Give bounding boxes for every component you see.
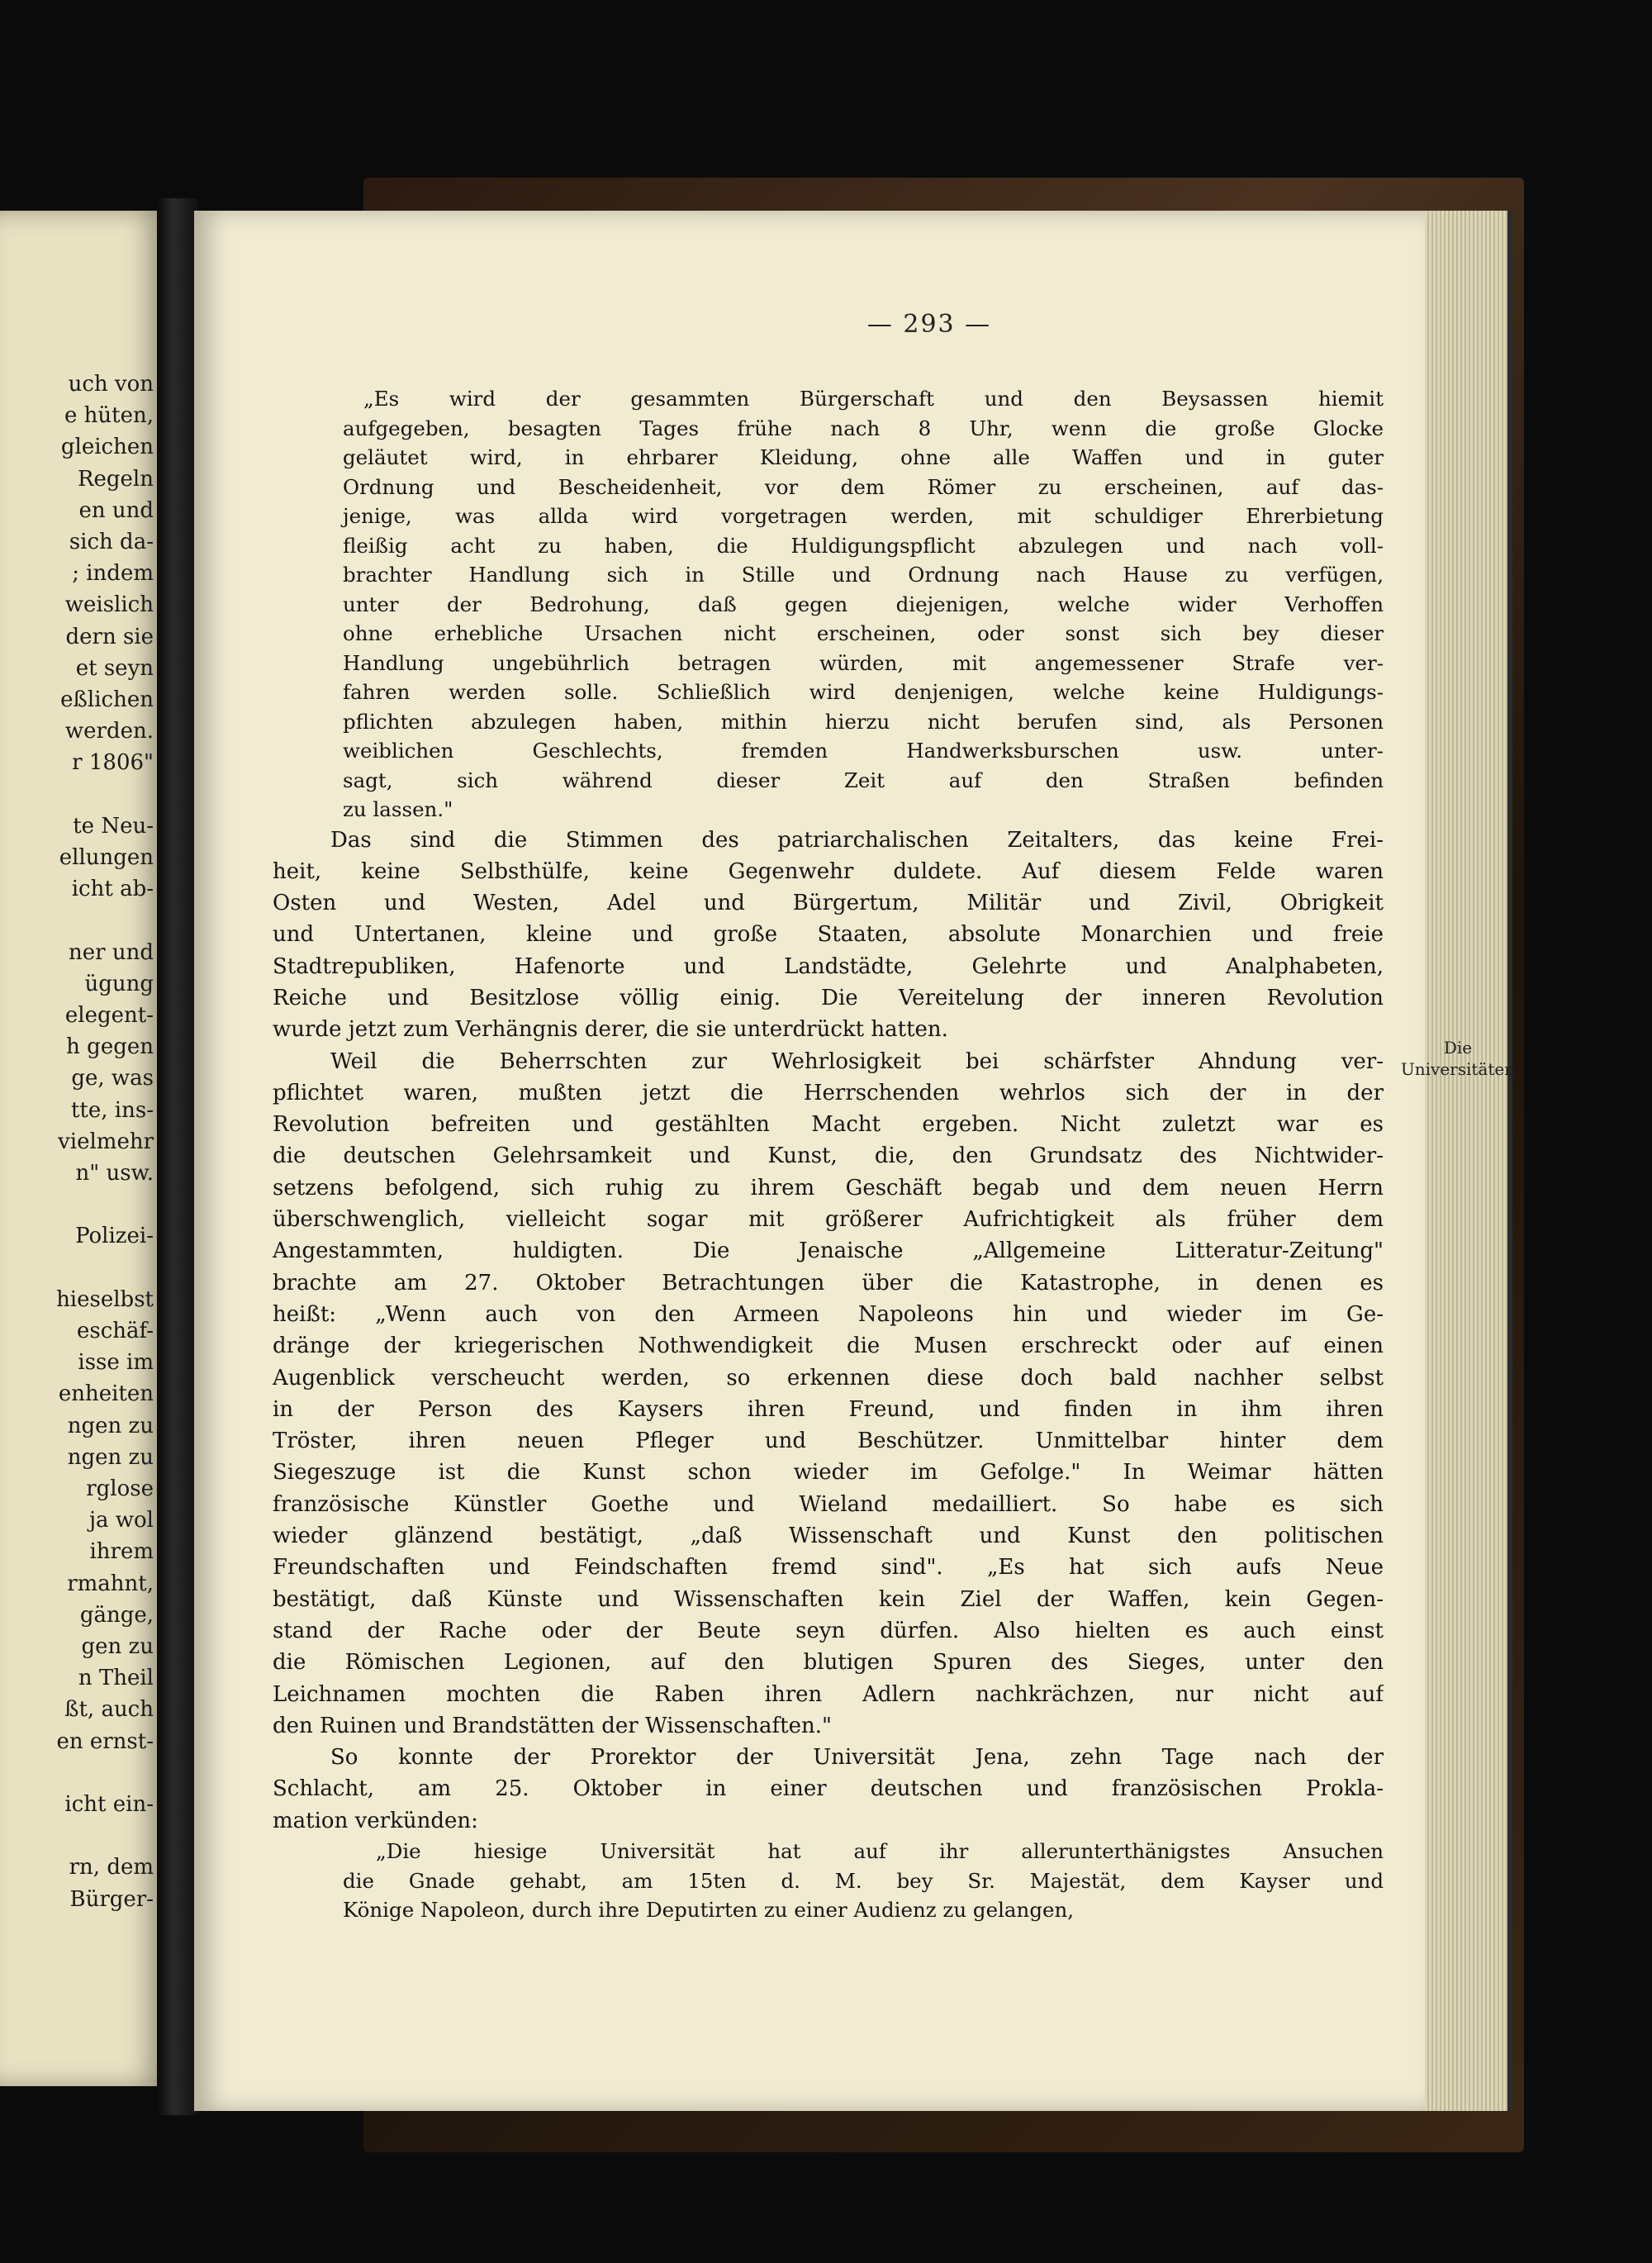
text-line: stand der Rache oder der Beute seyn dürfen. Also hielten es auch einst — [273, 1618, 1384, 1643]
text-line: setzens befolgend, sich ruhig zu ihrem Geschäft begab und dem neuen Herrn — [273, 1175, 1384, 1200]
left-page-line: rn, dem — [69, 1855, 154, 1880]
left-page-line: weislich — [64, 592, 154, 618]
text-line: in der Person des Kaysers ihren Freund, und finden in ihm ihren — [273, 1396, 1384, 1422]
left-page-line: vielmehr — [58, 1129, 154, 1154]
left-page-line: dern sie — [65, 624, 154, 649]
left-page-line: gänge, — [79, 1602, 154, 1628]
left-page-line: h gegen — [66, 1034, 154, 1060]
text-line: dränge der kriegerischen Nothwendigkeit die Musen erschreckt oder auf einen — [273, 1334, 1384, 1359]
left-page-line: icht ab- — [71, 877, 154, 902]
text-line: wieder glänzend bestätigt, „daß Wissenschaft und Kunst den politischen — [273, 1524, 1384, 1549]
left-page-line: uch von — [68, 372, 154, 397]
left-page-line: ge, was — [71, 1066, 154, 1091]
left-page-line: ßt, auch — [64, 1697, 154, 1723]
text-line: zu lassen." — [343, 797, 453, 821]
marginal-note — [1396, 1037, 1520, 1080]
left-page-line: ja wol — [88, 1508, 154, 1533]
text-line: Revolution befreiten und gestählten Macht ergeben. Nicht zuletzt war es — [273, 1112, 1384, 1138]
text-line: Reiche und Besitzlose völlig einig. Die Vereitelung der inneren Revolution — [273, 985, 1384, 1010]
paragraph-3 — [273, 1742, 1384, 1837]
text-line: überschwenglich, vielleicht sogar mit größerer Aufrichtigkeit als früher dem — [273, 1207, 1384, 1233]
paragraph-1 — [273, 825, 1384, 1046]
page-number: — 293 — — [866, 310, 992, 339]
left-page-line: werden. — [64, 719, 154, 744]
left-page-line: eßlichen — [60, 687, 154, 712]
left-page-line: ngen zu — [67, 1413, 154, 1438]
text-line: aufgegeben, besagten Tages frühe nach 8 Uhr, wenn die große Glocke — [343, 416, 1384, 440]
left-page-line: tte, ins- — [70, 1097, 154, 1123]
text-line: fahren werden solle. Schließlich wird denjenigen, welche keine Huldigungs- — [343, 680, 1384, 704]
text-line: jenige, was allda wird vorgetragen werden, mit schuldiger Ehrerbietung — [343, 504, 1384, 528]
left-page — [0, 211, 165, 2086]
left-page-line: te Neu- — [73, 813, 154, 839]
text-line: weiblichen Geschlechts, fremden Handwerksburschen usw. unter- — [343, 739, 1384, 763]
left-page-line: en und — [78, 497, 154, 523]
text-line: Das sind die Stimmen des patriarchalischen Zeitalters, das keine Frei- — [330, 827, 1384, 853]
left-page-line: hieselbst — [56, 1286, 154, 1312]
left-page-line: gen zu — [81, 1634, 154, 1659]
text-line: brachte am 27. Oktober Betrachtungen über die Katastrophe, in denen es — [273, 1270, 1384, 1296]
text-line: mation verkünden: — [273, 1808, 478, 1833]
text-line: bestätigt, daß Künste und Wissenschaften kein Ziel der Waffen, kein Gegen- — [273, 1586, 1384, 1612]
text-line: Freundschaften und Feindschaften fremd sind". „Es hat sich aufs Neue — [273, 1555, 1384, 1581]
text-line: Tröster, ihren neuen Pfleger und Beschützer. Unmittelbar hinter dem — [273, 1429, 1384, 1454]
marginal-note-line: Universitäten — [1400, 1059, 1516, 1079]
text-line: Ordnung und Bescheidenheit, vor dem Römer zu erscheinen, auf das- — [343, 474, 1384, 499]
book-gutter — [157, 198, 198, 2115]
text-line: heit, keine Selbsthülfe, keine Gegenwehr duldete. Auf diesem Felde waren — [273, 858, 1384, 884]
text-line: Osten und Westen, Adel und Bürgertum, Militär und Zivil, Obrigkeit — [273, 891, 1384, 916]
text-line: „Die hiesige Universität hat auf ihr allerunterthänigstes Ansuchen — [376, 1839, 1384, 1863]
text-line: pflichtet waren, mußten jetzt die Herrschenden wehrlos sich der in der — [273, 1080, 1384, 1105]
left-page-line: et seyn — [75, 655, 154, 681]
text-line: fleißig acht zu haben, die Huldigungspflicht abzulegen und nach voll- — [343, 533, 1384, 558]
text-line: unter der Bedrohung, daß gegen diejenigen, welche wider Verhoffen — [343, 592, 1384, 616]
left-page-line: e hüten, — [64, 403, 154, 429]
left-page-line: Polizei- — [75, 1224, 154, 1249]
text-line: französische Künstler Goethe und Wieland medailliert. So habe es sich — [273, 1491, 1384, 1517]
text-line: die Gnade gehabt, am 15ten d. M. bey Sr. Majestät, dem Kayser und — [343, 1868, 1384, 1893]
text-line: pflichten abzulegen haben, mithin hierzu nicht berufen sind, als Personen — [343, 709, 1384, 734]
text-line: ohne erhebliche Ursachen nicht erscheinen, oder sonst sich bey dieser — [343, 621, 1384, 645]
text-line: Leichnamen mochten die Raben ihren Adlern nachkrächzen, nur nicht auf — [273, 1681, 1384, 1707]
text-line: „Es wird der gesammten Bürgerschaft und den Beysassen hiemit — [363, 387, 1384, 411]
left-page-line: sich da- — [69, 530, 154, 554]
text-line: geläutet wird, in ehrbarer Kleidung, ohne alle Waffen und in guter — [343, 445, 1384, 469]
marginal-note-line: Die — [1443, 1038, 1473, 1058]
left-page-line: rmahnt, — [67, 1571, 154, 1596]
text-line: Schlacht, am 25. Oktober in einer deutschen und französischen Prokla- — [273, 1776, 1384, 1802]
page-edges — [1421, 211, 1512, 2111]
left-page-line: ihrem — [89, 1539, 154, 1565]
text-line: brachter Handlung sich in Stille und Ordnung nach Hause zu verfügen, — [343, 563, 1384, 587]
left-page-line: enheiten — [58, 1381, 154, 1407]
text-line: So konnte der Prorektor der Universität Jena, zehn Tage nach der — [330, 1745, 1384, 1771]
text-line: Könige Napoleon, durch ihre Deputirten zu einer Audienz zu gelangen, — [343, 1898, 1075, 1922]
text-line: Siegeszuge ist die Kunst schon wieder im Gefolge." In Weimar hätten — [273, 1460, 1384, 1486]
text-line: Stadtrepubliken, Hafenorte und Landstädte, Gelehrte und Analphabeten, — [273, 953, 1384, 979]
text-line: die Römischen Legionen, auf den blutigen Spuren des Sieges, unter den — [273, 1650, 1384, 1676]
left-page-line: rglose — [86, 1476, 154, 1501]
text-line: heißt: „Wenn auch von den Armeen Napoleons hin und wieder im Ge- — [273, 1301, 1384, 1327]
text-line: Handlung ungebührlich betragen würden, mit angemessener Strafe ver- — [343, 650, 1384, 675]
left-page-line: ner und — [69, 939, 154, 965]
text-line: sagt, sich während dieser Zeit auf den Straßen befinden — [343, 768, 1384, 792]
main-page — [194, 211, 1516, 2111]
left-page-line: ellungen — [59, 845, 154, 870]
left-page-line: gleichen — [60, 435, 154, 460]
left-page-line: Bürger- — [69, 1886, 154, 1912]
left-page-line: ; indem — [72, 561, 154, 587]
text-line: Augenblick verscheucht werden, so erkennen diese doch bald nachher selbst — [273, 1365, 1384, 1391]
text-line: Angestammten, huldigten. Die Jenaische „Allgemeine Litteratur-Zeitung" — [273, 1238, 1384, 1264]
left-page-line: ngen zu — [67, 1444, 154, 1470]
text-line: wurde jetzt zum Verhängnis derer, die sie unterdrückt hatten. — [273, 1017, 948, 1043]
left-page-line: en ernst- — [56, 1728, 154, 1754]
paragraph-2 — [273, 1046, 1384, 1742]
text-block — [273, 384, 1384, 1925]
text-line: Weil die Beherrschten zur Wehrlosigkeit bei schärfster Ahndung ver- — [330, 1048, 1384, 1074]
left-page-line: isse im — [78, 1350, 154, 1376]
left-page-line: icht ein- — [64, 1792, 154, 1817]
left-page-line: eschäf- — [76, 1319, 154, 1343]
left-page-line: Regeln — [77, 466, 154, 492]
left-page-line: ügung — [84, 971, 154, 996]
left-page-line: r 1806" — [72, 750, 154, 776]
quote-block-1 — [273, 384, 1384, 825]
text-line: und Untertanen, kleine und große Staaten, absolute Monarchien und freie — [273, 922, 1384, 948]
text-line: den Ruinen und Brandstätten der Wissenschaften." — [273, 1713, 832, 1738]
left-page-line: n" usw. — [75, 1161, 154, 1186]
left-page-line: n Theil — [78, 1666, 154, 1691]
text-line: die deutschen Gelehrsamkeit und Kunst, die, den Grundsatz des Nichtwider- — [273, 1143, 1384, 1169]
quote-block-2 — [273, 1837, 1384, 1925]
left-page-line: elegent- — [64, 1003, 154, 1028]
